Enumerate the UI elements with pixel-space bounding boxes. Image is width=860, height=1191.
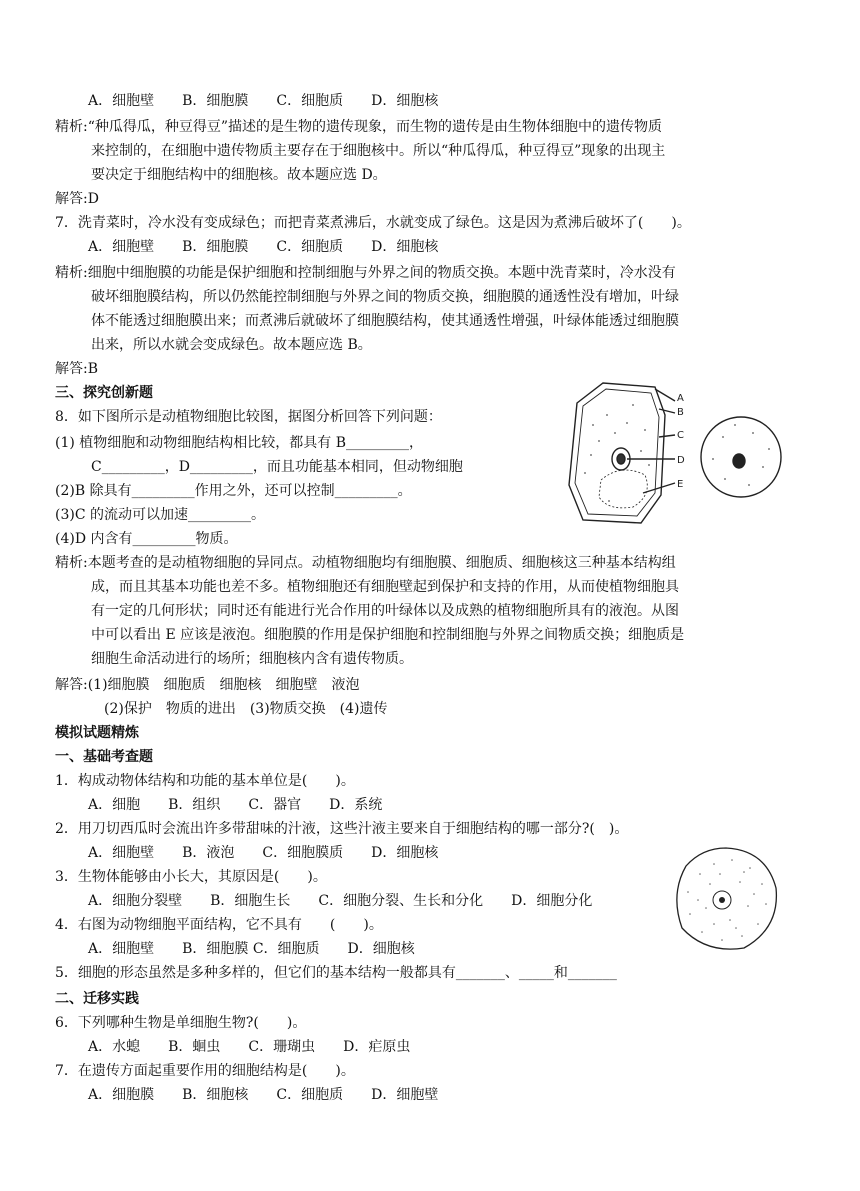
q8-analysis-line-3: 有一定的几何形状；同时还有能进行光合作用的叶绿体以及成熟的植物细胞所具有的液泡。从图 bbox=[91, 603, 679, 619]
basic-q5-stem: 5．细胞的形态虽然是多种多样的，但它们的基本结构一般都具有_______、_____和_______ bbox=[55, 965, 617, 981]
basic-q1-options: A．细胞 B．组织 C．器官 D．系统 bbox=[88, 797, 383, 813]
q7-options: A．细胞壁 B．细胞膜 C．细胞质 D．细胞核 bbox=[88, 239, 439, 255]
transfer-section-title: 二、迁移实践 bbox=[55, 991, 139, 1007]
basic-section-title: 一、基础考查题 bbox=[55, 749, 153, 765]
q8-answer-line-2: (2)保护 物质的进出 (3)物质交换 (4)遗传 bbox=[104, 701, 388, 717]
q7-stem: 7．洗青菜时，冷水没有变成绿色；而把青菜煮沸后，水就变成了绿色。这是因为煮沸后破坏了( )。 bbox=[55, 215, 691, 231]
transfer-q7-options: A．细胞膜 B．细胞核 C．细胞质 D．细胞壁 bbox=[88, 1087, 439, 1103]
figure-label-b: B bbox=[677, 407, 684, 418]
plant-cell-membrane bbox=[575, 389, 659, 516]
basic-q4-stem: 4．右图为动物细胞平面结构，它不具有 ( )。 bbox=[55, 917, 383, 933]
q8-part-4: (4)D 内含有_________物质。 bbox=[55, 531, 238, 547]
q7-analysis-line-4: 出来，所以水就会变成绿色。故本题应选 B。 bbox=[91, 337, 372, 353]
q6-analysis-line-1: 精析:“种瓜得瓜，种豆得豆”描述的是生物的遗传现象，而生物的遗传是由生物体细胞中的遗传物质 bbox=[55, 119, 663, 135]
q6-analysis-line-2: 来控制的，在细胞中遗传物质主要存在于细胞核中。所以“种瓜得瓜，种豆得豆”现象的出现主 bbox=[91, 143, 666, 159]
figure-label-c: C bbox=[677, 430, 684, 441]
mock-section-title: 模拟试题精炼 bbox=[55, 725, 139, 741]
basic-q2-stem: 2．用刀切西瓜时会流出许多带甜味的汁液，这些汁液主要来自于细胞结构的哪一部分?( )。 bbox=[55, 821, 629, 837]
q7-answer: 解答:B bbox=[55, 361, 99, 377]
animal-nucleus bbox=[733, 454, 745, 468]
q6-options: A．细胞壁 B．细胞膜 C．细胞质 D．细胞核 bbox=[88, 93, 439, 109]
transfer-q7-stem: 7．在遗传方面起重要作用的细胞结构是( )。 bbox=[55, 1063, 355, 1079]
transfer-q6-options: A．水螅 B．蛔虫 C．珊瑚虫 D．疟原虫 bbox=[88, 1039, 411, 1055]
q8-analysis-line-5: 细胞生命活动进行的场所；细胞核内含有遗传物质。 bbox=[91, 651, 413, 667]
animal-cell-figure bbox=[670, 844, 782, 954]
transfer-q6-stem: 6．下列哪种生物是单细胞生物?( )。 bbox=[55, 1015, 307, 1031]
q8-analysis-line-1: 精析:本题考查的是动植物细胞的异同点。动植物细胞均有细胞膜、细胞质、细胞核这三种基本结构组 bbox=[55, 555, 676, 571]
q8-analysis-line-2: 成，而且其基本功能也差不多。植物细胞还有细胞壁起到保护和支持的作用，从而使植物细胞具 bbox=[91, 579, 679, 595]
animal-cell-nucleolus bbox=[719, 897, 725, 903]
figure-label-e: E bbox=[677, 479, 684, 490]
q7-analysis-line-1: 精析:细胞中细胞膜的功能是保护细胞和控制细胞与外界之间的物质交换。本题中洗青菜时，冷水没有 bbox=[55, 265, 676, 281]
section-3-title: 三、探究创新题 bbox=[55, 385, 153, 401]
cell-comparison-figure bbox=[563, 375, 793, 530]
q7-analysis-line-2: 破坏细胞膜结构，所以仍然能控制细胞与外界之间的物质交换，细胞膜的通透性没有增加，叶绿 bbox=[91, 289, 679, 305]
basic-q4-options: A．细胞壁 B．细胞膜 C．细胞质 D．细胞核 bbox=[88, 941, 415, 957]
q8-analysis-line-4: 中可以看出 E 应该是液泡。细胞膜的作用是保护细胞和控制细胞与外界之间物质交换；细胞质是 bbox=[91, 627, 685, 643]
q6-analysis-line-3: 要决定于细胞结构中的细胞核。故本题应选 D。 bbox=[91, 167, 387, 183]
q8-part-3: (3)C 的流动可以加速_________。 bbox=[55, 507, 265, 523]
vacuole bbox=[599, 470, 647, 508]
q8-part-1a: (1) 植物细胞和动物细胞结构相比较，都具有 B_________， bbox=[55, 435, 424, 451]
q8-part-1b: C_________，D_________，而且功能基本相同，但动物细胞 bbox=[91, 459, 463, 475]
plant-nucleolus bbox=[617, 454, 625, 464]
basic-q1-stem: 1．构成动物体结构和功能的基本单位是( )。 bbox=[55, 773, 355, 789]
q8-answer-line-1: 解答:(1)细胞膜 细胞质 细胞核 细胞壁 液泡 bbox=[55, 677, 360, 693]
q8-part-2: (2)B 除具有_________作用之外，还可以控制_________。 bbox=[55, 483, 412, 499]
basic-q3-options: A．细胞分裂壁 B．细胞生长 C．细胞分裂、生长和分化 D．细胞分化 bbox=[88, 893, 593, 909]
figure-label-a: A bbox=[677, 393, 684, 404]
q7-analysis-line-3: 体不能透过细胞膜出来；而煮沸后就破坏了细胞膜结构，使其通透性增强，叶绿体能透过细胞膜 bbox=[91, 313, 679, 329]
basic-q2-options: A．细胞壁 B．液泡 C．细胞膜质 D．细胞核 bbox=[88, 845, 439, 861]
basic-q3-stem: 3．生物体能够由小长大，其原因是( )。 bbox=[55, 869, 327, 885]
q8-stem: 8．如下图所示是动植物细胞比较图，据图分析回答下列问题： bbox=[55, 409, 442, 425]
figure-label-d: D bbox=[677, 455, 685, 466]
q6-answer: 解答:D bbox=[55, 191, 99, 207]
